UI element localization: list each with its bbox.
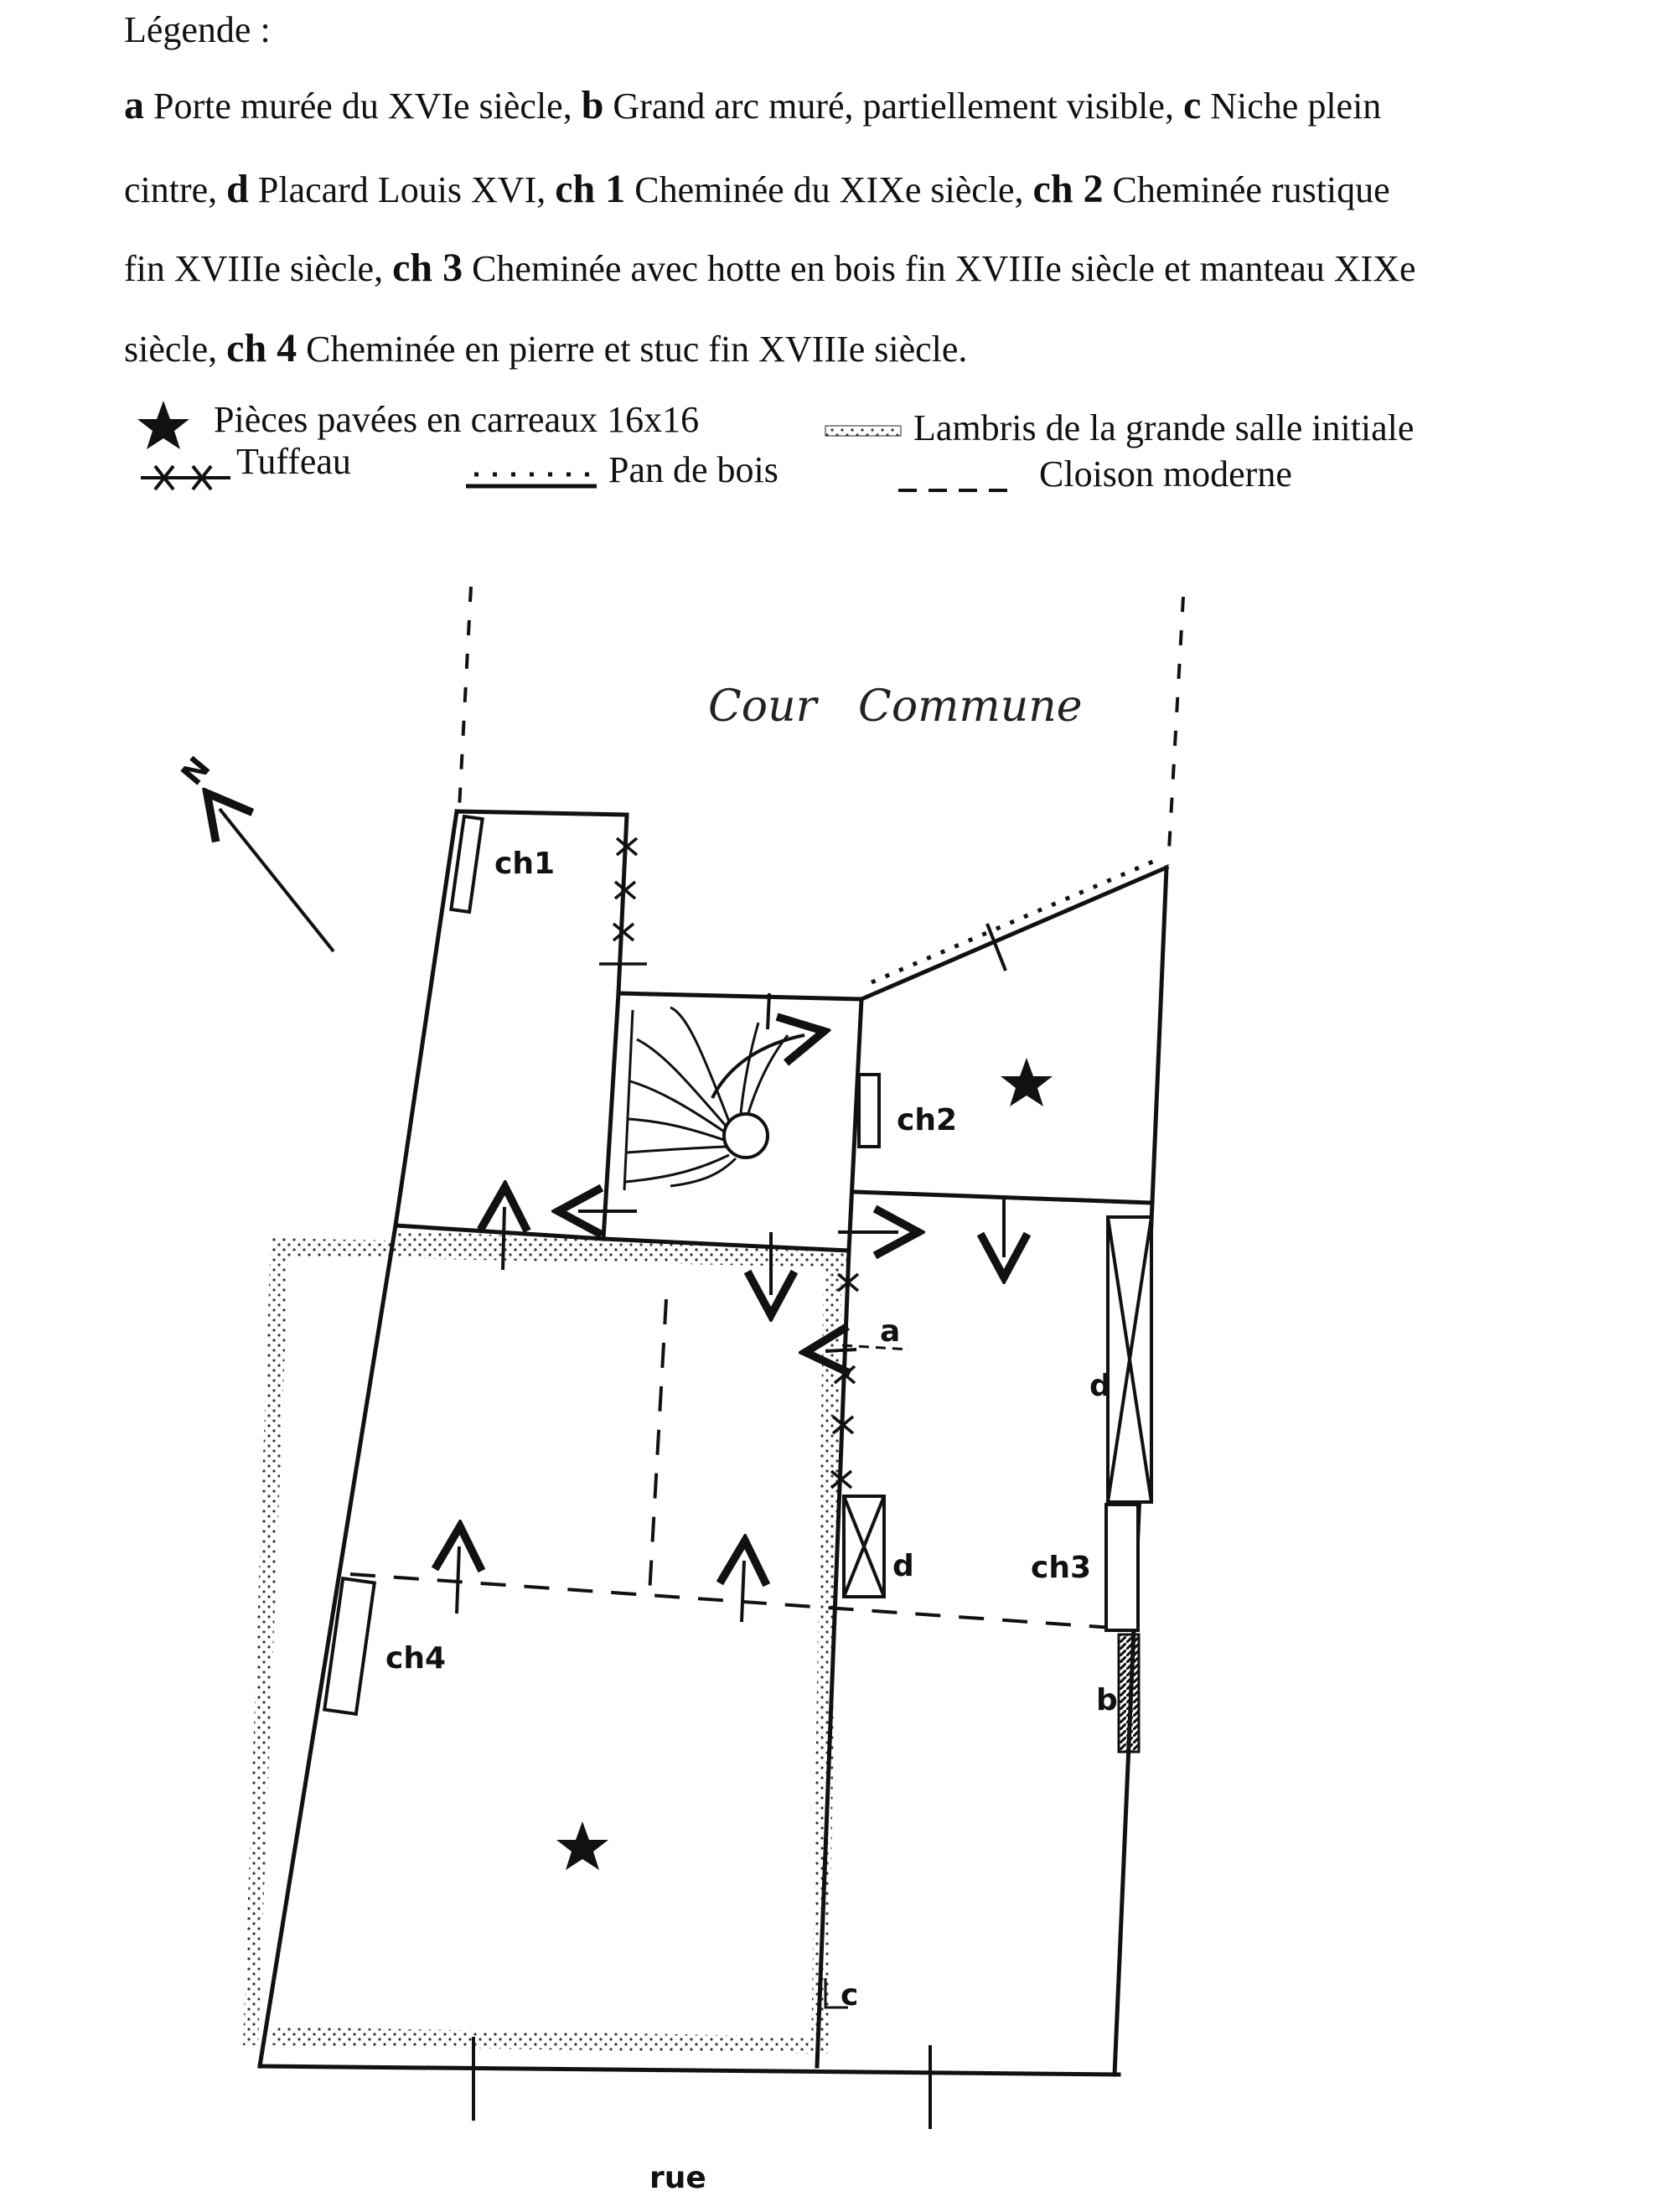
legend-star-icon (137, 401, 189, 449)
north-label: N (174, 750, 218, 792)
fireplace-ch2 (859, 1075, 879, 1147)
legend-text-d: Placard Louis XVI, (248, 169, 556, 210)
legend-text-b: Grand arc muré, partiellement visible, (603, 85, 1183, 127)
walls (260, 811, 1166, 2075)
legend-key-ch3: ch 3 (392, 246, 463, 290)
pan-de-bois-tick (987, 924, 1006, 971)
legend-pan-de-bois-text: Pan de bois (608, 449, 779, 490)
label-a: a (880, 1314, 901, 1349)
legend-lambris-icon (825, 426, 901, 436)
label-d-center: d (892, 1549, 914, 1583)
legend-text-a: Porte murée du XVIe siècle, (144, 85, 582, 127)
legend-key-ch2: ch 2 (1032, 167, 1104, 211)
legend-key-ch4: ch 4 (226, 326, 297, 370)
legend-title: Légende : (124, 9, 271, 50)
legend-text-fin: fin XVIIIe siècle, (124, 248, 393, 289)
courtyard-label: Cour Commune (708, 681, 1083, 732)
north-arrow (175, 750, 334, 951)
legend-text-ch3: Cheminée avec hotte en bois fin XVIIIe siècle et manteau XIXe (463, 248, 1416, 289)
staircase (624, 993, 804, 1190)
tuffeau-marks (599, 838, 858, 1488)
legend-text-cintre: cintre, (124, 169, 227, 210)
label-c: c (841, 1978, 859, 2013)
legend-text-ch2: Cheminée rustique (1103, 169, 1390, 210)
legend-cloison-text: Cloison moderne (1039, 453, 1292, 495)
label-ch1: ch1 (494, 847, 556, 881)
legend-key-c: c (1182, 83, 1202, 127)
legend-text-ch1: Cheminée du XIXe siècle, (625, 169, 1033, 210)
legend-key-d: d (226, 167, 249, 211)
legend-text-c: Niche plein (1201, 85, 1382, 127)
cupboard-d-right (1108, 1217, 1151, 1502)
street-label: rue (649, 2161, 706, 2195)
paved-room-star-bottom (556, 1821, 608, 1870)
paved-room-star-top (1001, 1058, 1053, 1106)
label-ch4: ch4 (385, 1641, 447, 1676)
fireplace-ch3 (1106, 1505, 1138, 1630)
legend-pan-de-bois-icon (466, 474, 597, 486)
legend-tuffeau-icon (141, 466, 230, 490)
legend-text-ch4: Cheminée en pierre et stuc fin XVIIIe siècle. (297, 329, 968, 370)
label-b: b (1096, 1683, 1118, 1717)
legend-key-ch1: ch 1 (555, 167, 626, 211)
legend-lambris-text: Lambris de la grande salle initiale (913, 407, 1415, 448)
walled-arch-b (1119, 1634, 1139, 1752)
legend-key-b: b (581, 83, 604, 127)
cupboard-d-center (844, 1496, 884, 1597)
legend-star-text: Pièces pavées en carreaux 16x16 (214, 399, 700, 440)
legend-key-a: a (124, 83, 144, 127)
label-ch2: ch2 (897, 1103, 958, 1137)
label-ch3: ch3 (1031, 1551, 1092, 1585)
legend-text-siecle: siècle, (124, 329, 227, 370)
label-d-right: d (1089, 1369, 1111, 1403)
modern-partitions (350, 1299, 1113, 1628)
fireplace-ch4 (324, 1578, 375, 1714)
legend-tuffeau-text: Tuffeau (236, 441, 351, 482)
pan-de-bois-wall (872, 858, 1161, 982)
